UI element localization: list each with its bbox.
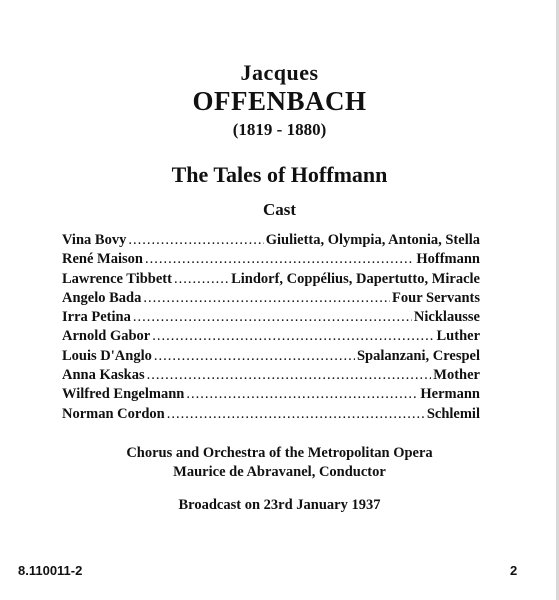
cast-row <box>62 232 480 251</box>
conductor-line: Maurice de Abravanel, Conductor <box>173 464 386 480</box>
dot-leader <box>152 328 434 345</box>
performers-credits <box>0 444 559 482</box>
role-name: Hoffmann <box>416 251 480 268</box>
chorus-orchestra-line: Chorus and Orchestra of the Metropolitan Opera <box>126 445 433 461</box>
singer-name: René Maison <box>62 251 143 268</box>
singer-name: Anna Kaskas <box>62 367 145 384</box>
singer-name: Wilfred Engelmann <box>62 386 185 403</box>
singer-name: Vina Bovy <box>62 232 127 248</box>
dot-leader <box>145 251 414 268</box>
broadcast-date: Broadcast on 23rd January 1937 <box>178 497 381 513</box>
cast-row <box>62 290 480 309</box>
role-name: Giulietta, Olympia, Antonia, Stella <box>265 232 480 248</box>
singer-name: Irra Petina <box>62 309 131 326</box>
singer-name: Arnold Gabor <box>62 328 151 345</box>
cast-row <box>62 271 480 290</box>
dot-leader <box>186 386 418 403</box>
cast-heading: Cast <box>262 200 297 219</box>
role-name: Mother <box>433 367 480 384</box>
singer-name: Louis D'Anglo <box>62 347 152 364</box>
composer-last-name: OFFENBACH <box>192 86 367 116</box>
dot-leader <box>147 367 432 384</box>
role-name: Luther <box>436 328 480 345</box>
cast-row <box>62 348 480 367</box>
dot-leader <box>128 232 263 249</box>
role-name: Schlemil <box>426 405 480 422</box>
role-name: Four Servants <box>392 289 480 306</box>
role-name: Nicklausse <box>413 309 480 326</box>
cast-list <box>62 232 480 425</box>
cast-row <box>62 309 480 328</box>
singer-name: Angelo Bada <box>62 289 142 306</box>
role-name: Lindorf, Coppélius, Dapertutto, Miracle <box>231 270 480 287</box>
work-title: The Tales of Hoffmann <box>171 162 388 187</box>
cast-row <box>62 386 480 405</box>
dot-leader <box>174 271 229 288</box>
dot-leader <box>167 406 425 423</box>
composer-first-name: Jacques <box>240 60 319 85</box>
role-name: Hermann <box>420 386 480 403</box>
catalog-number: 8.110011-2 <box>18 563 83 578</box>
page-number: 2 <box>510 563 518 578</box>
role-name: Spalanzani, Crespel <box>356 347 480 364</box>
singer-name: Norman Cordon <box>62 405 165 422</box>
dot-leader <box>154 348 355 365</box>
cast-row <box>62 367 480 386</box>
dot-leader <box>133 309 412 326</box>
cast-row <box>62 406 480 425</box>
singer-name: Lawrence Tibbett <box>62 270 172 287</box>
dot-leader <box>143 290 390 307</box>
cast-row <box>62 328 480 347</box>
cast-row <box>62 251 480 270</box>
composer-dates: (1819 - 1880) <box>232 120 327 139</box>
